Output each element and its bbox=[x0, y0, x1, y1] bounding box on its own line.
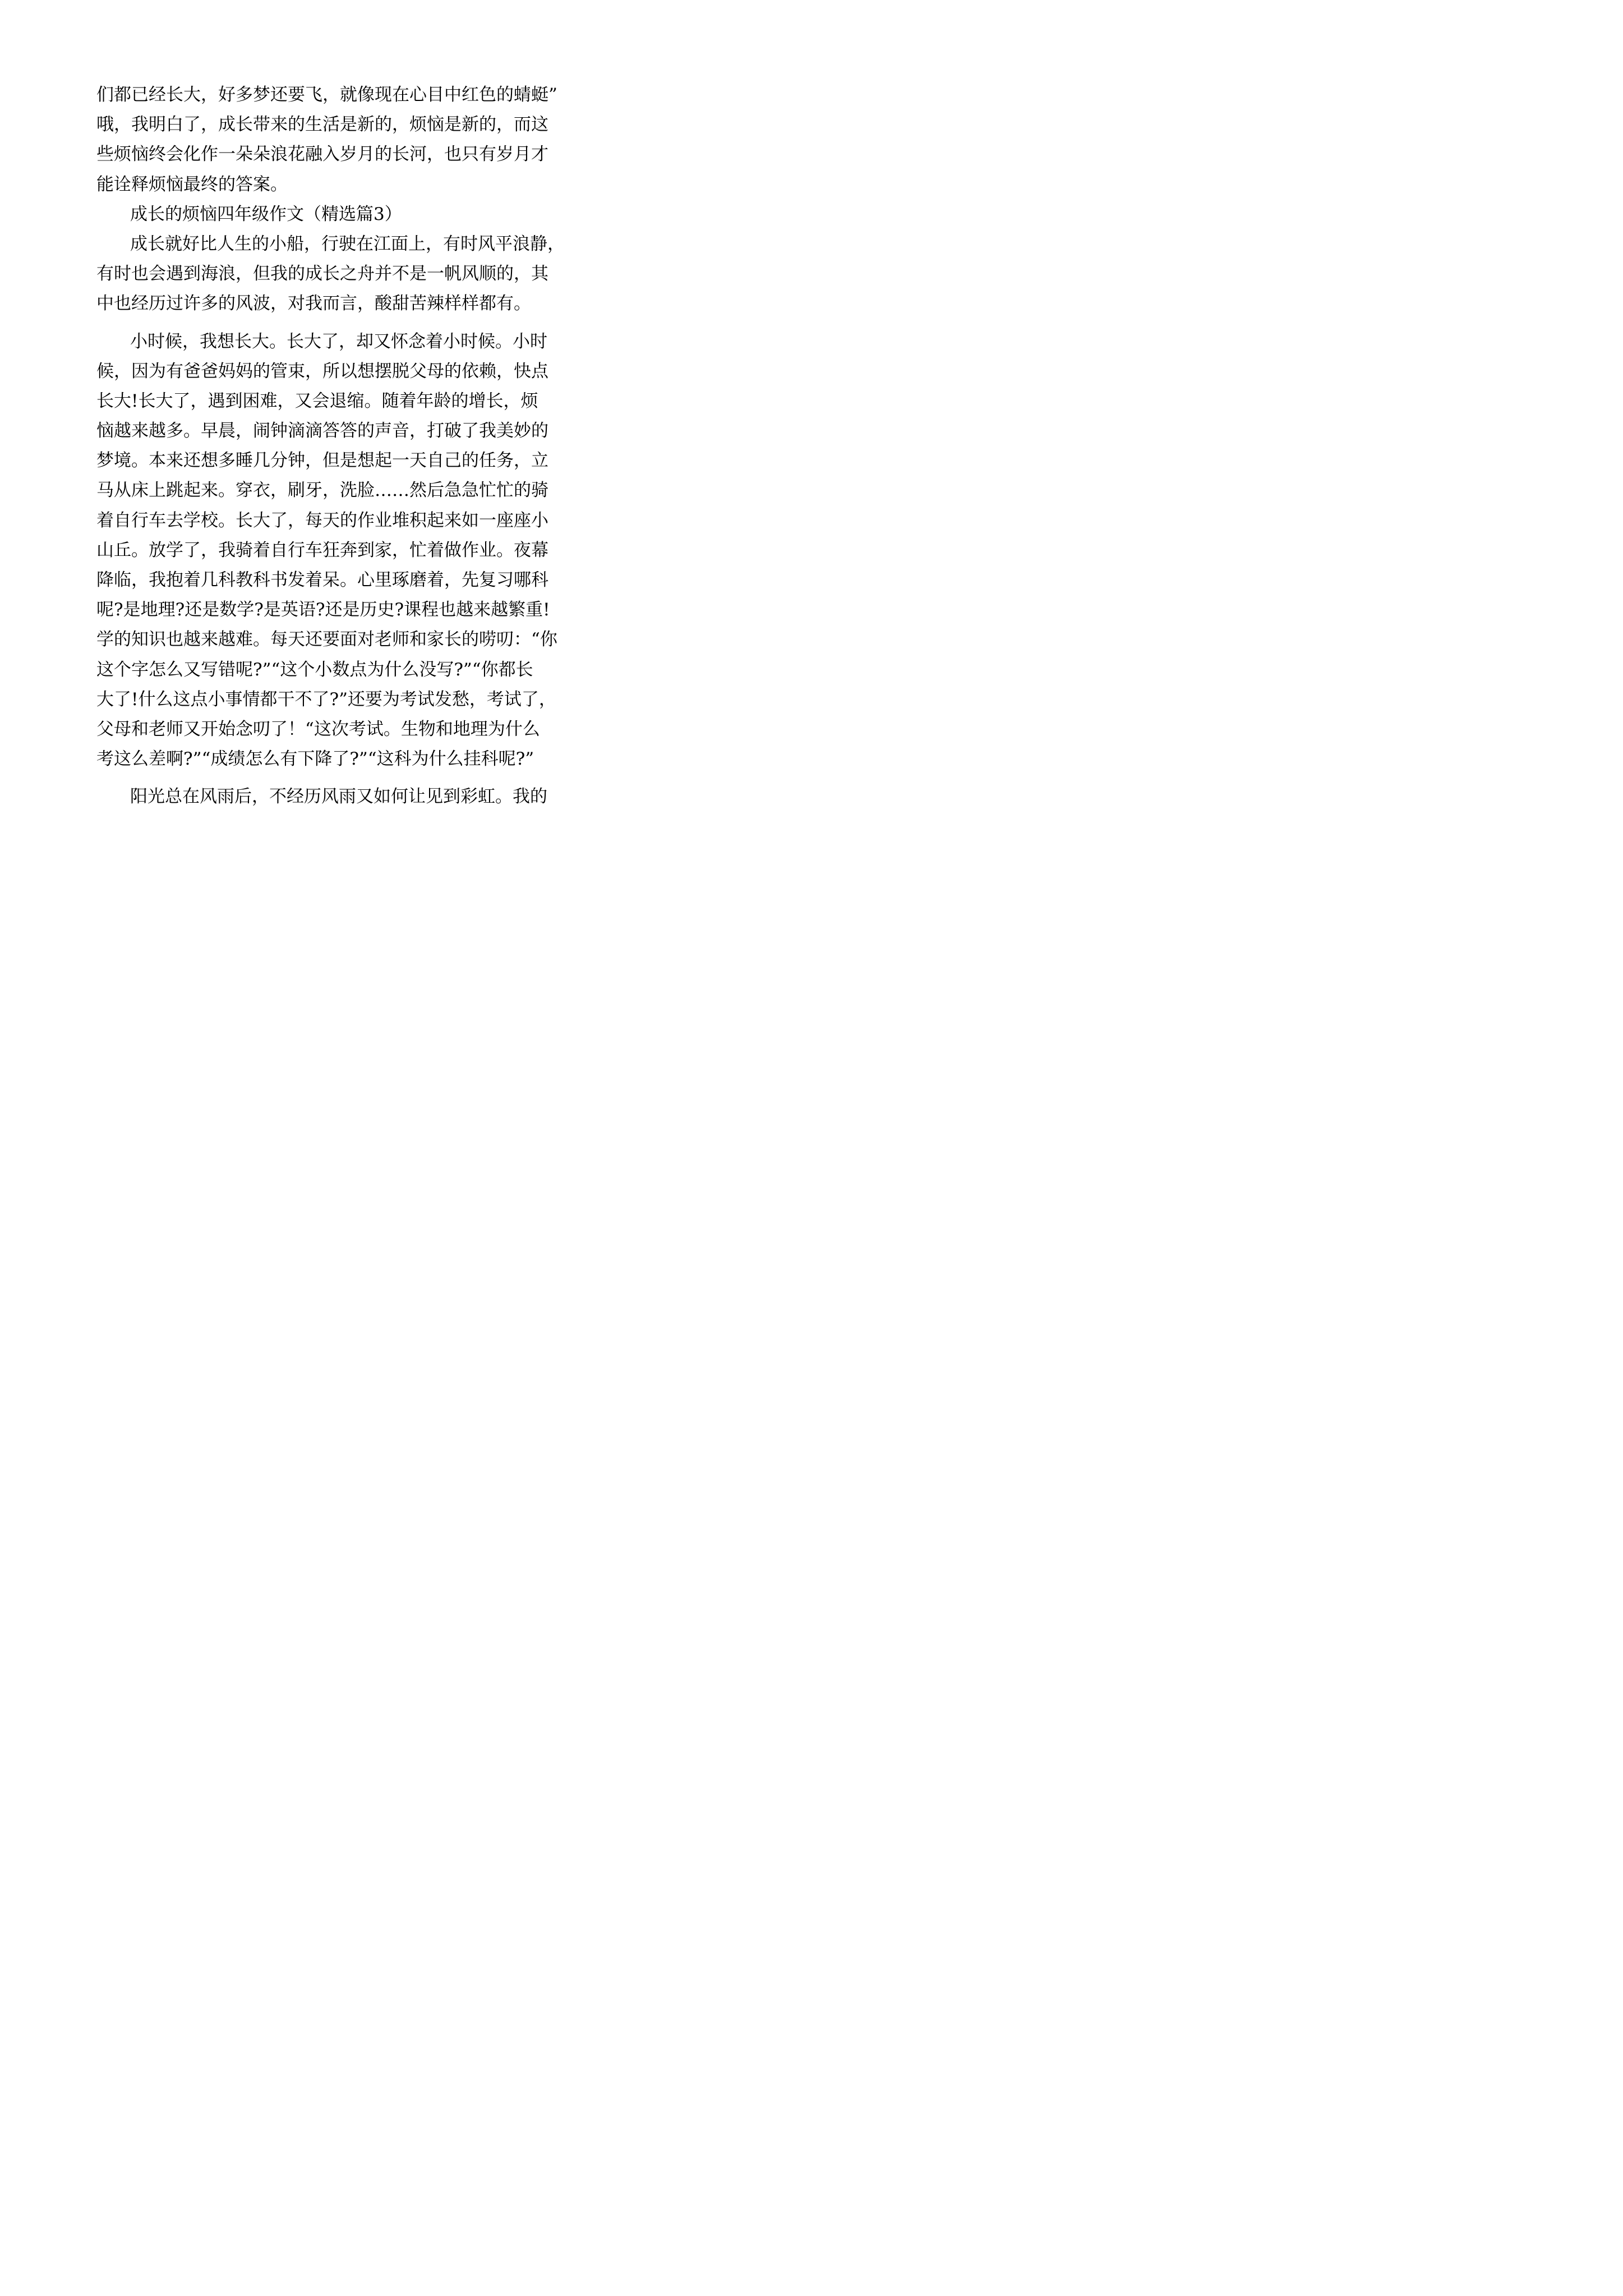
text-line: 阳光总在风雨后，不经历风雨又如何让见到彩虹。我的 bbox=[130, 786, 547, 807]
paragraph-1 bbox=[96, 229, 565, 319]
text-line: 能诠释烦恼最终的答案。 bbox=[96, 174, 288, 195]
text-line: 马从床上跳起来。穿衣，刷牙，洗脸……然后急急忙忙的骑 bbox=[96, 480, 548, 501]
text-line: 候，因为有爸爸妈妈的管束，所以想摆脱父母的依赖，快点 bbox=[96, 361, 548, 381]
text-line: 这个字怎么又写错呢?”“这个小数点为什么没写?”“你都长 bbox=[96, 659, 533, 680]
text-line: 成长就好比人生的小船，行驶在江面上，有时风平浪静， bbox=[130, 233, 565, 254]
text-line: 考这么差啊?”“成绩怎么有下降了?”“这科为什么挂科呢?” bbox=[96, 749, 534, 770]
text-line: 们都已经长大，好多梦还要飞，就像现在心目中红色的蜻蜓” bbox=[96, 85, 557, 105]
text-line: 降临，我抱着几科教科书发着呆。心里琢磨着，先复习哪科 bbox=[96, 570, 548, 590]
text-line: 呢?是地理?还是数学?是英语?还是历史?课程也越来越繁重! bbox=[96, 600, 550, 620]
text-line: 长大!长大了，遇到困难，又会退缩。随着年龄的增长，烦 bbox=[96, 390, 538, 411]
text-line: 哦，我明白了，成长带来的生活是新的，烦恼是新的，而这 bbox=[96, 114, 548, 135]
text-line: 着自行车去学校。长大了，每天的作业堆积起来如一座座小 bbox=[96, 510, 548, 531]
text-line: 学的知识也越来越难。每天还要面对老师和家长的唠叨：“你 bbox=[96, 629, 557, 650]
paragraph-3 bbox=[96, 782, 547, 812]
text-line: 恼越来越多。早晨，闹钟滴滴答答的声音，打破了我美妙的 bbox=[96, 421, 548, 441]
intro-paragraph bbox=[96, 80, 557, 200]
text-line: 些烦恼终会化作一朵朵浪花融入岁月的长河，也只有岁月才 bbox=[96, 144, 548, 165]
text-line: 大了!什么这点小事情都干不了?”还要为考试发愁，考试了， bbox=[96, 689, 556, 710]
text-line: 父母和老师又开始念叨了！“这次考试。生物和地理为什么 bbox=[96, 719, 540, 739]
text-line: 中也经历过许多的风波，对我而言，酸甜苦辣样样都有。 bbox=[96, 293, 531, 314]
text-line: 有时也会遇到海浪，但我的成长之舟并不是一帆风顺的，其 bbox=[96, 264, 548, 284]
text-line: 小时候，我想长大。长大了，却又怀念着小时候。小时 bbox=[130, 331, 547, 352]
document-page bbox=[0, 0, 628, 889]
section-title: 成长的烦恼四年级作文（精选篇3） bbox=[130, 204, 402, 224]
text-line: 山丘。放学了，我骑着自行车狂奔到家，忙着做作业。夜幕 bbox=[96, 540, 548, 560]
paragraph-2 bbox=[96, 327, 557, 775]
text-line: 梦境。本来还想多睡几分钟，但是想起一天自己的任务，立 bbox=[96, 450, 548, 471]
document-body bbox=[96, 80, 565, 812]
